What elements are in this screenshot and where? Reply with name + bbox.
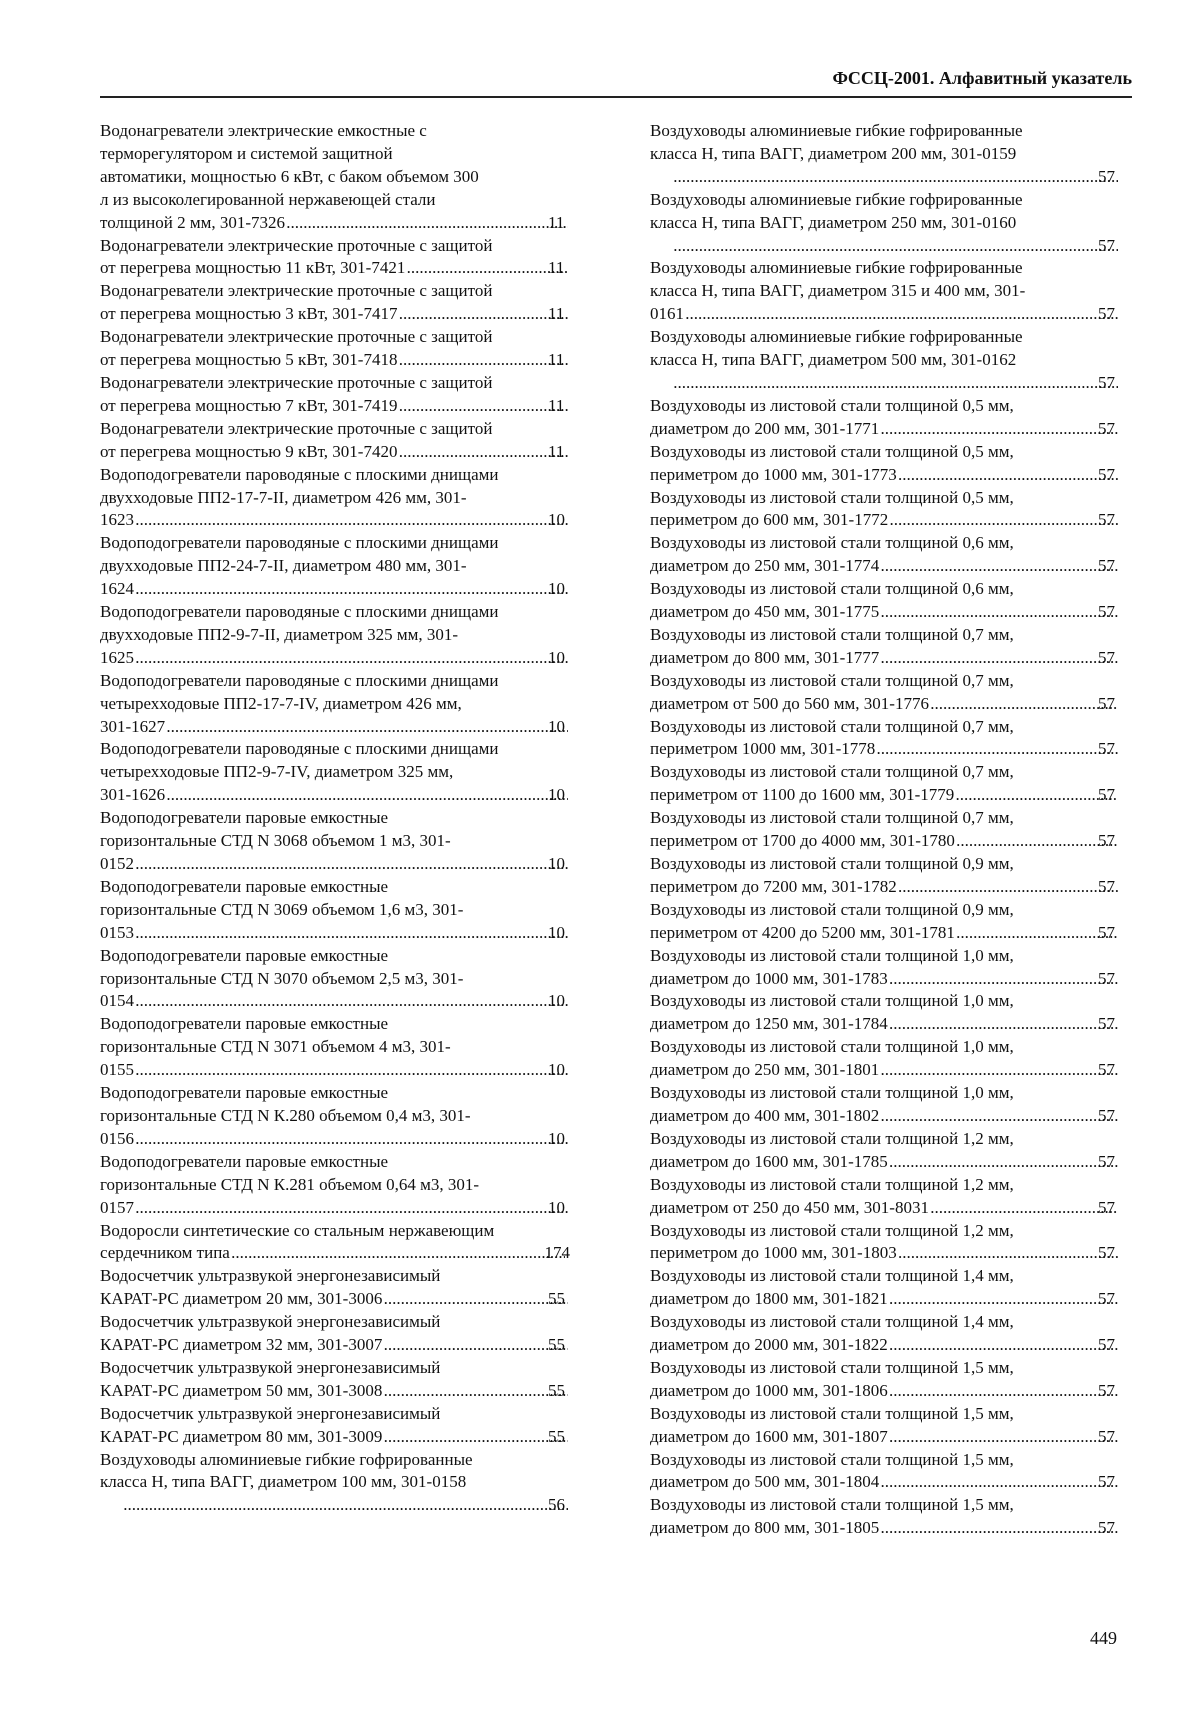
index-entry-line: Воздуховоды из листовой стали толщиной 0,7 мм, xyxy=(650,762,1014,782)
index-entry-line: Воздуховоды из листовой стали толщиной 1,0 мм, xyxy=(650,991,1014,1011)
index-entry xyxy=(100,280,570,326)
dot-leader xyxy=(167,784,568,807)
dot-leader xyxy=(877,738,1118,761)
index-entry-leader-line: ..... 57 xyxy=(672,372,1120,395)
index-entry-leader-line: диаметром от 500 до 560 мм, 301-1776 ..... 57 xyxy=(672,693,1120,716)
index-entry-leader-line: от перегрева мощностью 9 кВт, 301-7420 ..... 11 xyxy=(122,441,570,464)
index-entry xyxy=(100,1357,570,1403)
index-entry xyxy=(650,807,1120,853)
index-entry-line: класса Н, типа ВАГГ, диаметром 100 мм, 301-0158 xyxy=(100,1472,467,1492)
index-entry-tail-text: 0153 xyxy=(100,922,134,942)
index-entry-tail-text: диаметром до 1800 мм, 301-1821 xyxy=(650,1289,888,1309)
index-entry-line: двухходовые ПП2-17-7-II, диаметром 426 мм, 301- xyxy=(100,487,467,507)
index-entry-leader-line: диаметром до 400 мм, 301-1802 ..... 57 xyxy=(672,1105,1120,1128)
index-entry-leader-line: КАРАТ-РС диаметром 32 мм, 301-3007 ..... 55 xyxy=(122,1334,570,1357)
index-entry-line: Водоподогреватели паровые емкостные xyxy=(100,1014,389,1034)
index-entry-line: класса Н, типа ВАГГ, диаметром 500 мм, 301-0162 xyxy=(650,350,1017,370)
index-entry-tail-text: диаметром от 500 до 560 мм, 301-1776 xyxy=(650,693,929,713)
index-entry-leader-line: ..... 57 xyxy=(672,235,1120,258)
index-entry-line: горизонтальные СТД N К.280 объемом 0,4 м3, 301- xyxy=(100,1105,471,1125)
dot-leader xyxy=(674,372,1118,395)
dot-leader xyxy=(890,1151,1118,1174)
index-entry-tail-text: диаметром до 250 мм, 301-1774 xyxy=(650,556,880,576)
index-entry-leader-line: диаметром до 1600 мм, 301-1785 ..... 57 xyxy=(672,1151,1120,1174)
index-entry xyxy=(650,716,1120,762)
index-entry-tail-text: 0157 xyxy=(100,1197,134,1217)
dot-leader xyxy=(881,1517,1118,1540)
index-entry-line: Воздуховоды из листовой стали толщиной 0,6 мм, xyxy=(650,533,1014,553)
dot-leader xyxy=(890,1288,1118,1311)
index-entry-leader-line: диаметром до 250 мм, 301-1801 ..... 57 xyxy=(672,1059,1120,1082)
index-entry-tail-text: диаметром до 1600 мм, 301-1807 xyxy=(650,1426,888,1446)
index-entry-tail-text: периметром от 4200 до 5200 мм, 301-1781 xyxy=(650,922,955,942)
index-entry xyxy=(100,326,570,372)
index-entry-tail-text: диаметром до 800 мм, 301-1805 xyxy=(650,1518,880,1538)
index-entry-line: горизонтальные СТД N 3070 объемом 2,5 м3, 301- xyxy=(100,968,464,988)
index-entry-line: терморегулятором и системой защитной xyxy=(100,143,393,163)
dot-leader xyxy=(881,601,1118,624)
index-entry xyxy=(650,899,1120,945)
index-entry-line: горизонтальные СТД N 3069 объемом 1,6 м3, 301- xyxy=(100,899,464,919)
index-entry xyxy=(650,326,1120,395)
index-entry-line: Водонагреватели электрические проточные с защитой xyxy=(100,235,493,255)
dot-leader xyxy=(890,968,1118,991)
index-entry-line: Водоподогреватели пароводяные с плоскими днищами xyxy=(100,670,499,690)
index-entry-line: Воздуховоды из листовой стали толщиной 0,5 мм, xyxy=(650,487,1014,507)
dot-leader xyxy=(957,922,1118,945)
dot-leader xyxy=(890,509,1118,532)
index-entry-leader-line: 1625 ..... 10 xyxy=(122,647,570,670)
dot-leader xyxy=(167,716,568,739)
index-column-right xyxy=(650,120,1120,1540)
index-entry-tail-text: 1624 xyxy=(100,579,134,599)
index-entry-leader-line: диаметром до 1800 мм, 301-1821 ..... 57 xyxy=(672,1288,1120,1311)
index-entry xyxy=(650,1403,1120,1449)
index-entry-tail-text: периметром от 1100 до 1600 мм, 301-1779 xyxy=(650,785,955,805)
index-entry xyxy=(100,601,570,670)
index-entry xyxy=(100,418,570,464)
dot-leader xyxy=(136,990,568,1013)
index-entry-leader-line: периметром до 7200 мм, 301-1782 ..... 57 xyxy=(672,876,1120,899)
dot-leader xyxy=(384,1380,568,1403)
index-entry-leader-line: диаметром до 250 мм, 301-1774 ..... 57 xyxy=(672,555,1120,578)
dot-leader xyxy=(899,876,1118,899)
index-entry-tail-text: периметром от 1700 до 4000 мм, 301-1780 xyxy=(650,831,955,851)
dot-leader xyxy=(384,1426,568,1449)
index-entry xyxy=(650,761,1120,807)
index-entry xyxy=(100,1220,570,1266)
index-entry-tail-text: диаметром до 1600 мм, 301-1785 xyxy=(650,1151,888,1171)
dot-leader xyxy=(881,1105,1118,1128)
index-entry xyxy=(650,1220,1120,1266)
index-entry-leader-line: периметром до 600 мм, 301-1772 ..... 57 xyxy=(672,509,1120,532)
dot-leader xyxy=(136,509,568,532)
index-entry-leader-line: диаметром до 2000 мм, 301-1822 ..... 57 xyxy=(672,1334,1120,1357)
index-column-left xyxy=(100,120,570,1517)
index-entry xyxy=(650,532,1120,578)
dot-leader xyxy=(384,1334,568,1357)
index-entry-leader-line: диаметром до 200 мм, 301-1771 ..... 57 xyxy=(672,418,1120,441)
index-entry-leader-line: 0153 ..... 10 xyxy=(122,922,570,945)
index-entry-line: Водоподогреватели паровые емкостные xyxy=(100,1151,389,1171)
index-entry-line: Водонагреватели электрические проточные с защитой xyxy=(100,418,493,438)
index-entry-line: Воздуховоды из листовой стали толщиной 0,9 мм, xyxy=(650,899,1014,919)
dot-leader xyxy=(686,303,1118,326)
index-entry-tail-text: диаметром до 2000 мм, 301-1822 xyxy=(650,1335,888,1355)
index-entry-leader-line: КАРАТ-РС диаметром 50 мм, 301-3008 ..... 55 xyxy=(122,1380,570,1403)
index-entry xyxy=(100,235,570,281)
index-entry-line: Водоподогреватели пароводяные с плоскими днищами xyxy=(100,464,499,484)
index-entry-tail-text: 1623 xyxy=(100,510,134,530)
dot-leader xyxy=(384,1288,568,1311)
index-entry-leader-line: периметром до 1000 мм, 301-1803 ..... 57 xyxy=(672,1242,1120,1265)
index-entry-line: класса Н, типа ВАГГ, диаметром 250 мм, 301-0160 xyxy=(650,212,1017,232)
index-entry xyxy=(100,876,570,945)
index-entry-tail-text: КАРАТ-РС диаметром 20 мм, 301-3006 xyxy=(100,1289,383,1309)
dot-leader xyxy=(399,395,568,418)
index-entry-tail-text: 1625 xyxy=(100,647,134,667)
index-entry-leader-line: 0156 ..... 10 xyxy=(122,1128,570,1151)
index-entry-tail-text: 0155 xyxy=(100,1060,134,1080)
index-entry xyxy=(100,532,570,601)
index-entry xyxy=(100,670,570,739)
index-entry-line: Водонагреватели электрические проточные с защитой xyxy=(100,281,493,301)
index-entry-line: Воздуховоды из листовой стали толщиной 1,2 мм, xyxy=(650,1174,1014,1194)
index-entry-line: класса Н, типа ВАГГ, диаметром 200 мм, 301-0159 xyxy=(650,143,1017,163)
index-entry-leader-line: толщиной 2 мм, 301-7326 ..... 11 xyxy=(122,212,570,235)
index-entry-line: Воздуховоды из листовой стали толщиной 0,6 мм, xyxy=(650,579,1014,599)
index-entry-leader-line: от перегрева мощностью 7 кВт, 301-7419 ..... 11 xyxy=(122,395,570,418)
index-entry-leader-line: диаметром до 450 мм, 301-1775 ..... 57 xyxy=(672,601,1120,624)
dot-leader xyxy=(881,1059,1118,1082)
index-entry-line: четырехходовые ПП2-9-7-IV, диаметром 325 мм, xyxy=(100,762,454,782)
index-entry-tail-text: диаметром до 500 мм, 301-1804 xyxy=(650,1472,880,1492)
index-entry-tail-text: толщиной 2 мм, 301-7326 xyxy=(100,212,286,232)
dot-leader xyxy=(881,1471,1118,1494)
index-entry xyxy=(100,1151,570,1220)
index-entry-line: автоматики, мощностью 6 кВт, с баком объемом 300 xyxy=(100,166,479,186)
index-entry-line: Водоподогреватели паровые емкостные xyxy=(100,808,389,828)
index-entry-line: Воздуховоды из листовой стали толщиной 0,7 мм, xyxy=(650,716,1014,736)
index-entry xyxy=(650,670,1120,716)
index-entry-leader-line: диаметром до 800 мм, 301-1805 ..... 57 xyxy=(672,1517,1120,1540)
index-entry-leader-line: 0157 ..... 10 xyxy=(122,1197,570,1220)
index-entry xyxy=(650,1082,1120,1128)
running-header xyxy=(100,68,1132,98)
index-entry-tail-text: от перегрева мощностью 7 кВт, 301-7419 xyxy=(100,395,398,415)
index-entry-line: четырехходовые ПП2-17-7-IV, диаметром 426 мм, xyxy=(100,693,462,713)
dot-leader xyxy=(136,578,568,601)
index-entry-line: Воздуховоды из листовой стали толщиной 1,2 мм, xyxy=(650,1128,1014,1148)
index-entry xyxy=(650,1036,1120,1082)
index-entry xyxy=(650,1174,1120,1220)
index-entry xyxy=(650,441,1120,487)
index-entry-leader-line: 301-1627 ..... 10 xyxy=(122,716,570,739)
index-entry-line: Воздуховоды из листовой стали толщиной 1,0 мм, xyxy=(650,1083,1014,1103)
index-entry xyxy=(100,1265,570,1311)
index-entry xyxy=(650,1265,1120,1311)
index-entry-line: Водосчетчик ультразвукой энергонезависимый xyxy=(100,1266,441,1286)
index-entry xyxy=(100,1403,570,1449)
index-entry-line: Воздуховоды алюминиевые гибкие гофрированные xyxy=(650,121,1023,140)
index-entry-tail-text: 301-1627 xyxy=(100,716,166,736)
index-entry-tail-text: диаметром до 1000 мм, 301-1783 xyxy=(650,968,888,988)
index-entry-tail-text: 0154 xyxy=(100,991,134,1011)
dot-leader xyxy=(399,349,568,372)
dot-leader xyxy=(136,647,568,670)
index-entry xyxy=(650,487,1120,533)
index-entry-leader-line: от перегрева мощностью 5 кВт, 301-7418 ..... 11 xyxy=(122,349,570,372)
header-title: ФССЦ-2001. Алфавитный указатель xyxy=(832,68,1132,88)
index-entry-tail-text: 0161 xyxy=(650,304,684,324)
index-entry-tail-text: периметром до 600 мм, 301-1772 xyxy=(650,510,889,530)
dot-leader xyxy=(957,830,1118,853)
index-entry xyxy=(650,189,1120,258)
dot-leader xyxy=(881,647,1118,670)
index-entry xyxy=(650,1357,1120,1403)
index-entry-tail-text: периметром до 1000 мм, 301-1773 xyxy=(650,464,897,484)
index-entry-line: Воздуховоды из листовой стали толщиной 1,5 мм, xyxy=(650,1403,1014,1423)
index-entry-tail-text: от перегрева мощностью 5 кВт, 301-7418 xyxy=(100,350,398,370)
index-entry-line: Водоподогреватели паровые емкостные xyxy=(100,1083,389,1103)
index-entry-line: Воздуховоды из листовой стали толщиной 1,4 мм, xyxy=(650,1266,1014,1286)
index-entry xyxy=(650,578,1120,624)
dot-leader xyxy=(899,464,1118,487)
index-entry xyxy=(100,945,570,1014)
dot-leader xyxy=(890,1380,1118,1403)
index-entry xyxy=(650,1311,1120,1357)
index-entry xyxy=(100,120,570,235)
index-entry-line: Водосчетчик ультразвукой энергонезависимый xyxy=(100,1312,441,1332)
dot-leader xyxy=(890,1013,1118,1036)
dot-leader xyxy=(956,784,1118,807)
index-entry xyxy=(100,1449,570,1518)
index-entry-leader-line: периметром от 1700 до 4000 мм, 301-1780 ..... 57 xyxy=(672,830,1120,853)
index-entry-line: двухходовые ПП2-9-7-II, диаметром 325 мм, 301- xyxy=(100,624,459,644)
index-entry-leader-line: диаметром до 1600 мм, 301-1807 ..... 57 xyxy=(672,1426,1120,1449)
index-entry-leader-line: периметром 1000 мм, 301-1778 ..... 57 xyxy=(672,738,1120,761)
index-entry-leader-line: периметром до 1000 мм, 301-1773 ..... 57 xyxy=(672,464,1120,487)
index-entry-line: Водоподогреватели пароводяные с плоскими днищами xyxy=(100,602,499,622)
index-entry-line: Воздуховоды из листовой стали толщиной 1,0 мм, xyxy=(650,1037,1014,1057)
dot-leader xyxy=(399,303,568,326)
index-entry xyxy=(650,624,1120,670)
index-entry-line: Воздуховоды из листовой стали толщиной 1,5 мм, xyxy=(650,1495,1014,1515)
index-entry-leader-line: 0155 ..... 10 xyxy=(122,1059,570,1082)
index-entry-leader-line: КАРАТ-РС диаметром 20 мм, 301-3006 ..... 55 xyxy=(122,1288,570,1311)
index-entry-leader-line: от перегрева мощностью 3 кВт, 301-7417 ..... 11 xyxy=(122,303,570,326)
index-entry-tail-text: периметром 1000 мм, 301-1778 xyxy=(650,739,876,759)
index-entry-leader-line: КАРАТ-РС диаметром 80 мм, 301-3009 ..... 55 xyxy=(122,1426,570,1449)
index-entry-line: Воздуховоды из листовой стали толщиной 0,7 мм, xyxy=(650,808,1014,828)
index-entry-line: Воздуховоды из листовой стали толщиной 1,2 мм, xyxy=(650,1220,1014,1240)
index-entry-leader-line: диаметром до 1000 мм, 301-1783 ..... 57 xyxy=(672,968,1120,991)
dot-leader xyxy=(674,166,1118,189)
dot-leader xyxy=(136,853,568,876)
index-entry-line: Воздуховоды из листовой стали толщиной 1,5 мм, xyxy=(650,1357,1014,1377)
index-entry-leader-line: ..... 56 xyxy=(122,1494,570,1517)
index-entry-line: л из высоколегированной нержавеющей стали xyxy=(100,189,436,209)
index-entry-line: Воздуховоды из листовой стали толщиной 0,7 мм, xyxy=(650,670,1014,690)
index-entry-line: Водосчетчик ультразвукой энергонезависимый xyxy=(100,1403,441,1423)
index-entry-leader-line: периметром от 4200 до 5200 мм, 301-1781 ..... 57 xyxy=(672,922,1120,945)
dot-leader xyxy=(232,1242,565,1265)
dot-leader xyxy=(674,235,1118,258)
index-entry-leader-line: периметром от 1100 до 1600 мм, 301-1779 ..... 57 xyxy=(672,784,1120,807)
index-entry-tail-text: КАРАТ-РС диаметром 50 мм, 301-3008 xyxy=(100,1380,383,1400)
index-entry-tail-text: КАРАТ-РС диаметром 32 мм, 301-3007 xyxy=(100,1335,383,1355)
index-entry-tail-text: диаметром до 1250 мм, 301-1784 xyxy=(650,1014,888,1034)
index-entry-leader-line: диаметром до 800 мм, 301-1777 ..... 57 xyxy=(672,647,1120,670)
index-entry-line: Водоподогреватели паровые емкостные xyxy=(100,945,389,965)
index-entry-tail-text: 0152 xyxy=(100,854,134,873)
index-entry-line: Водоподогреватели паровые емкостные xyxy=(100,876,389,896)
index-entry-line: Воздуховоды алюминиевые гибкие гофрированные xyxy=(650,189,1023,209)
index-entry-line: Воздуховоды из листовой стали толщиной 1,0 мм, xyxy=(650,945,1014,965)
index-entry-line: класса Н, типа ВАГГ, диаметром 315 и 400 мм, 301- xyxy=(650,281,1026,301)
index-entry-leader-line: 301-1626 ..... 10 xyxy=(122,784,570,807)
index-entry-tail-text: сердечником типа xyxy=(100,1243,230,1263)
page-number: 449 xyxy=(1090,1628,1117,1648)
index-entry xyxy=(650,1449,1120,1495)
index-entry-line: горизонтальные СТД N 3071 объемом 4 м3, 301- xyxy=(100,1037,451,1057)
index-entry xyxy=(650,120,1120,189)
index-entry-leader-line: диаметром от 250 до 450 мм, 301-8031 ..... 57 xyxy=(672,1197,1120,1220)
index-entry-tail-text: диаметром до 400 мм, 301-1802 xyxy=(650,1105,880,1125)
dot-leader xyxy=(136,1197,568,1220)
index-entry xyxy=(650,990,1120,1036)
index-entry-line: двухходовые ПП2-24-7-II, диаметром 480 мм, 301- xyxy=(100,556,467,576)
index-entry-line: Воздуховоды из листовой стали толщиной 1,4 мм, xyxy=(650,1312,1014,1332)
dot-leader xyxy=(136,1128,568,1151)
index-entry-leader-line: от перегрева мощностью 11 кВт, 301-7421 ..... 11 xyxy=(122,257,570,280)
index-entry-tail-text: диаметром до 200 мм, 301-1771 xyxy=(650,418,880,438)
index-entry-tail-text: диаметром до 450 мм, 301-1775 xyxy=(650,602,880,622)
index-entry xyxy=(100,464,570,533)
index-entry-tail-text: диаметром до 250 мм, 301-1801 xyxy=(650,1060,880,1080)
index-entry xyxy=(100,807,570,876)
index-entry-leader-line: диаметром до 500 мм, 301-1804 ..... 57 xyxy=(672,1471,1120,1494)
index-entry-line: Водонагреватели электрические проточные с защитой xyxy=(100,327,493,347)
index-entry-line: горизонтальные СТД N К.281 объемом 0,64 м3, 301- xyxy=(100,1174,480,1194)
index-entry-leader-line xyxy=(100,1242,570,1265)
index-entry xyxy=(100,372,570,418)
index-entry-line: Воздуховоды алюминиевые гибкие гофрированные xyxy=(650,327,1023,347)
index-entry-page-ref: 174 xyxy=(544,1243,570,1263)
index-entry-leader-line: 0161 ..... 57 xyxy=(672,303,1120,326)
index-entry-leader-line: 1623 ..... 10 xyxy=(122,509,570,532)
index-entry-leader-line: диаметром до 1000 мм, 301-1806 ..... 57 xyxy=(672,1380,1120,1403)
index-entry-line: Водоподогреватели пароводяные с плоскими днищами xyxy=(100,533,499,553)
dot-leader xyxy=(890,1426,1118,1449)
index-entry-tail-text: 301-1626 xyxy=(100,785,166,805)
index-entry-tail-text: от перегрева мощностью 11 кВт, 301-7421 xyxy=(100,258,406,278)
index-entry-leader-line: диаметром до 1250 мм, 301-1784 ..... 57 xyxy=(672,1013,1120,1036)
dot-leader xyxy=(399,441,568,464)
index-entry-tail-text: КАРАТ-РС диаметром 80 мм, 301-3009 xyxy=(100,1426,383,1446)
dot-leader xyxy=(899,1242,1118,1265)
index-entry-tail-text: периметром до 7200 мм, 301-1782 xyxy=(650,876,897,896)
index-entry-tail-text: диаметром до 1000 мм, 301-1806 xyxy=(650,1380,888,1400)
dot-leader xyxy=(124,1494,568,1517)
index-entry-leader-line: ..... 57 xyxy=(672,166,1120,189)
index-entry xyxy=(100,1013,570,1082)
index-entry-line: Воздуховоды из листовой стали толщиной 0,5 мм, xyxy=(650,395,1014,415)
index-entry-tail-text: диаметром до 800 мм, 301-1777 xyxy=(650,647,880,667)
index-entry-line: Воздуховоды из листовой стали толщиной 0,7 мм, xyxy=(650,624,1014,644)
index-entry-tail-text: периметром до 1000 мм, 301-1803 xyxy=(650,1243,897,1263)
index-entry xyxy=(100,738,570,807)
index-entry-leader-line: 1624 ..... 10 xyxy=(122,578,570,601)
index-entry xyxy=(650,1128,1120,1174)
index-entry-leader-line: 0154 ..... 10 xyxy=(122,990,570,1013)
dot-leader xyxy=(136,1059,568,1082)
index-entry-line: Водоподогреватели пароводяные с плоскими днищами xyxy=(100,739,499,759)
index-entry-tail-text: от перегрева мощностью 3 кВт, 301-7417 xyxy=(100,304,398,324)
index-entry-line: Воздуховоды алюминиевые гибкие гофрированные xyxy=(650,258,1023,278)
dot-leader xyxy=(136,922,568,945)
index-entry-line: Водонагреватели электрические емкостные с xyxy=(100,121,427,140)
index-entry-line: Воздуховоды алюминиевые гибкие гофрированные xyxy=(100,1449,473,1469)
dot-leader xyxy=(881,555,1118,578)
index-entry-leader-line: 0152 ..... 10 xyxy=(122,853,570,876)
index-entry xyxy=(650,853,1120,899)
index-entry xyxy=(650,945,1120,991)
index-entry xyxy=(100,1311,570,1357)
index-entry-tail-text: от перегрева мощностью 9 кВт, 301-7420 xyxy=(100,441,398,461)
index-entry xyxy=(650,257,1120,326)
dot-leader xyxy=(890,1334,1118,1357)
index-entry xyxy=(100,1082,570,1151)
index-entry-line: Воздуховоды из листовой стали толщиной 0,9 мм, xyxy=(650,854,1014,873)
index-entry-line: Водосчетчик ультразвукой энергонезависимый xyxy=(100,1357,441,1377)
index-entry-tail-text: 0156 xyxy=(100,1128,134,1148)
index-entry-line: Водонагреватели электрические проточные с защитой xyxy=(100,372,493,392)
index-entry-line: горизонтальные СТД N 3068 объемом 1 м3, 301- xyxy=(100,831,451,851)
index-entry-line: Водоросли синтетические со стальным нержавеющим xyxy=(100,1220,495,1240)
index-entry-tail-text: диаметром от 250 до 450 мм, 301-8031 xyxy=(650,1197,929,1217)
index-entry xyxy=(650,395,1120,441)
index-entry-line: Воздуховоды из листовой стали толщиной 0,5 мм, xyxy=(650,441,1014,461)
dot-leader xyxy=(881,418,1118,441)
dot-leader xyxy=(407,257,568,280)
dot-leader xyxy=(931,1197,1118,1220)
dot-leader xyxy=(931,693,1118,716)
dot-leader xyxy=(287,212,568,235)
index-entry-line: Воздуховоды из листовой стали толщиной 1,5 мм, xyxy=(650,1449,1014,1469)
index-entry xyxy=(650,1494,1120,1540)
